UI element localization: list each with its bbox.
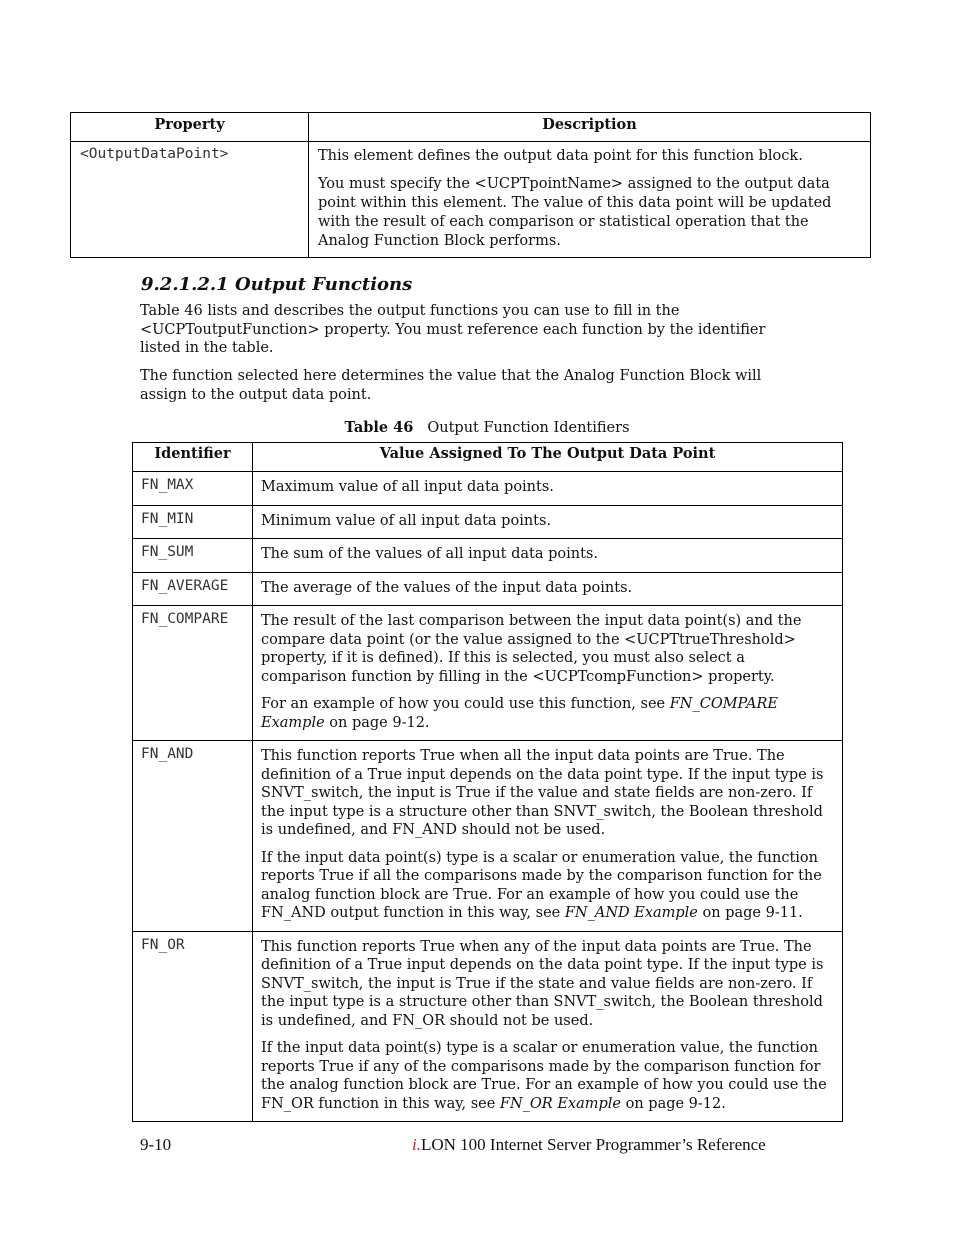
intro-paragraph: Table 46 lists and describes the output functions you can use to fill in the <UCPToutputFunction> property. You must reference each function by the identifier listed in the table. xyxy=(140,303,766,356)
identifier-cell: FN_MAX xyxy=(133,472,253,506)
value-cell xyxy=(253,539,843,573)
table-row xyxy=(133,606,843,741)
example-ref-pre: If the input data point(s) type is a scalar or enumeration value, the function reports True if all the comparisons made by the comparison function for the analog function block are True. For an example of how you could use the FN_AND output function in this way, see xyxy=(261,849,822,921)
value-cell xyxy=(253,606,843,741)
table-row xyxy=(133,505,843,539)
example-link[interactable]: FN_COMPARE Example xyxy=(261,696,778,731)
example-ref-post: on page 9-12. xyxy=(621,1095,726,1112)
intro-paragraph-2: The function selected here determines the value that the Analog Function Block will assign to the output data point. xyxy=(140,368,762,403)
value-paragraph xyxy=(261,849,834,923)
function-table-header xyxy=(133,443,843,472)
description-cell xyxy=(309,142,871,258)
header-description: Description xyxy=(309,113,871,142)
caption-label: Table 46 xyxy=(344,419,414,436)
header-identifier: Identifier xyxy=(133,443,253,472)
example-link[interactable]: FN_OR Example xyxy=(499,1095,621,1112)
table-row xyxy=(133,741,843,932)
page-number: 9-10 xyxy=(140,1135,172,1154)
value-paragraph xyxy=(261,695,834,732)
example-ref-post: on page 9-12. xyxy=(324,714,430,731)
value-cell xyxy=(253,505,843,539)
description-paragraph: You must specify the <UCPTpointName> assigned to the output data point within this element. The value of this data point will be updated with the result of each comparison or statistical operation that the Analog Function Block performs. xyxy=(318,176,832,249)
value-paragraph: This function reports True when all the input data points are True. The definition of a True input depends on the data point type. If the input type is SNVT_switch, the input is True if the value and state fields are non-zero. If the input type is a structure other than SNVT_switch, the Boolean threshold is undefined, and FN_AND should not be used. xyxy=(261,748,824,838)
table-row xyxy=(133,572,843,606)
value-paragraph xyxy=(261,1039,834,1113)
table-row xyxy=(133,472,843,506)
identifier-cell: FN_AND xyxy=(133,741,253,932)
property-cell: <OutputDataPoint> xyxy=(71,142,309,258)
header-value: Value Assigned To The Output Data Point xyxy=(253,443,843,472)
identifier-cell: FN_MIN xyxy=(133,505,253,539)
property-table xyxy=(70,112,871,258)
identifier-cell: FN_AVERAGE xyxy=(133,572,253,606)
example-ref-pre: If the input data point(s) type is a scalar or enumeration value, the function reports True if any of the comparisons made by the comparison function for the analog function block are True. For an example of how you could use the FN_OR function in this way, see xyxy=(261,1040,827,1112)
description-paragraph: This element defines the output data point for this function block. xyxy=(318,148,803,164)
header-property: Property xyxy=(71,113,309,142)
property-table-header xyxy=(71,113,871,142)
table-row xyxy=(71,142,871,258)
document-title xyxy=(412,1135,766,1155)
document-title-text: LON 100 Internet Server Programmer’s Reference xyxy=(420,1135,766,1154)
value-paragraph: This function reports True when any of the input data points are True. The definition of a True input depends on the data point type. If the input type is SNVT_switch, the input is True if the state and value fields are non-zero. If the input type is a structure other than SNVT_switch, the Boolean threshold is undefined, and FN_OR should not be used. xyxy=(261,938,824,1029)
output-function-table xyxy=(132,442,843,1122)
identifier-cell: FN_COMPARE xyxy=(133,606,253,741)
example-ref-post: on page 9-11. xyxy=(697,905,803,921)
caption-text: Output Function Identifiers xyxy=(427,420,630,436)
value-paragraph: The sum of the values of all input data points. xyxy=(261,546,598,562)
value-cell xyxy=(253,572,843,606)
value-paragraph: Maximum value of all input data points. xyxy=(261,479,554,495)
identifier-cell: FN_OR xyxy=(133,931,253,1122)
example-link[interactable]: FN_AND Example xyxy=(564,905,698,921)
value-paragraph: Minimum value of all input data points. xyxy=(261,512,552,529)
value-cell xyxy=(253,741,843,932)
section-heading: 9.2.1.2.1 Output Functions xyxy=(141,274,413,295)
table-caption xyxy=(132,419,842,436)
value-cell xyxy=(253,931,843,1122)
identifier-cell: FN_SUM xyxy=(133,539,253,573)
table-row xyxy=(133,539,843,573)
table-row xyxy=(133,931,843,1122)
value-paragraph: The average of the values of the input data points. xyxy=(261,579,633,596)
example-ref-pre: For an example of how you could use this function, see xyxy=(261,696,670,712)
brand-prefix: i. xyxy=(412,1135,421,1154)
value-cell xyxy=(253,472,843,506)
value-paragraph: The result of the last comparison between the input data point(s) and the compare data point (or the value assigned to the <UCPTtrueThreshold> property, if it is defined). If this is selected, you must also select a comparison function by filling in the <UCPTcompFunction> property. xyxy=(261,613,802,685)
